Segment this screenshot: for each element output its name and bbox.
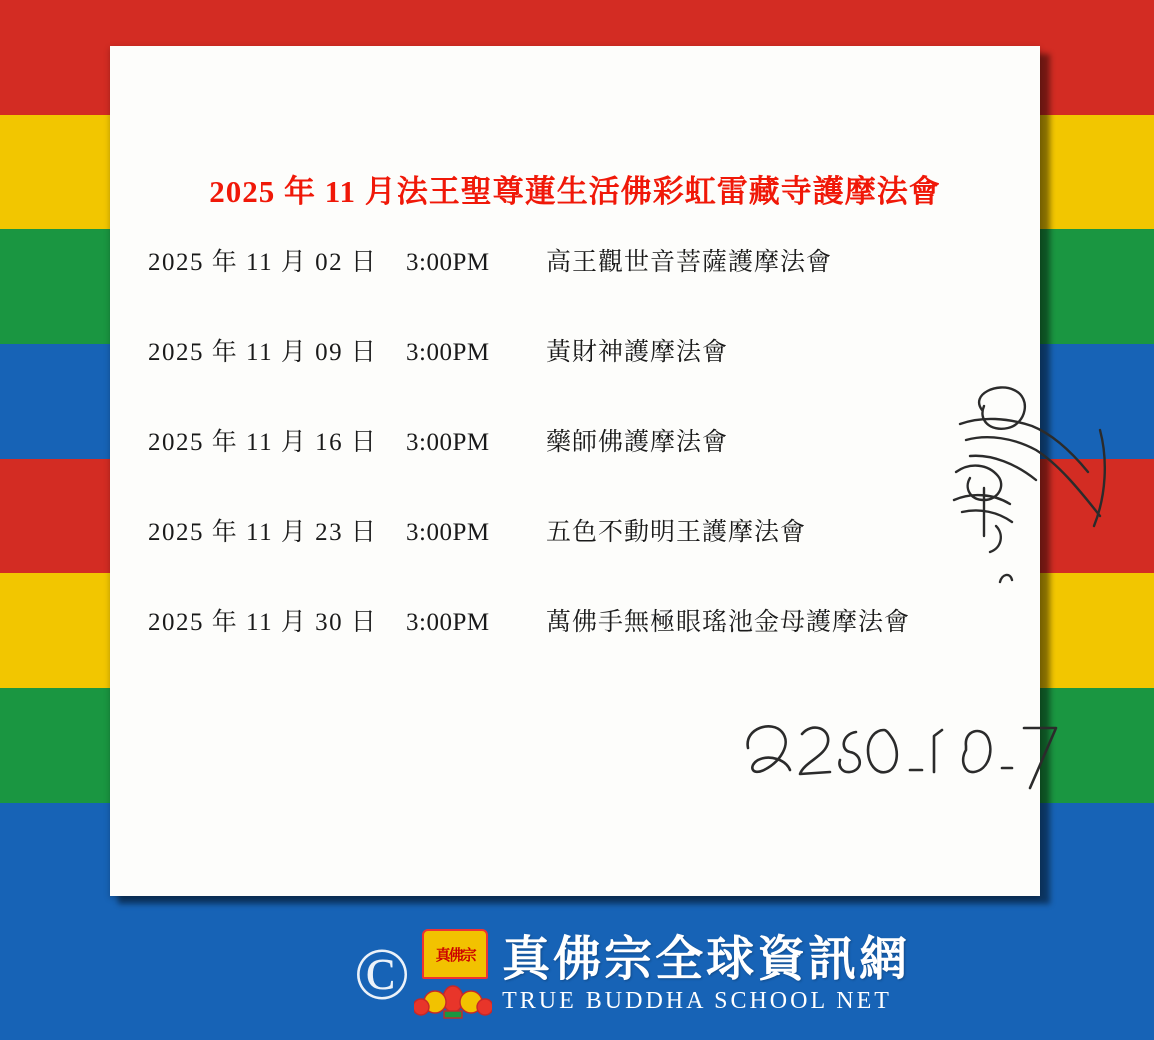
- true-buddha-emblem-icon: [414, 929, 492, 1021]
- event-time: 3:00PM: [406, 249, 490, 276]
- lotus-icon: [414, 969, 492, 1019]
- handwritten-date-icon: [738, 714, 1058, 794]
- schedule-list: [140, 242, 1020, 692]
- schedule-paper: [110, 46, 1040, 896]
- table-row: [140, 512, 1020, 602]
- event-date: 2025 年 11 月 09 日: [148, 339, 378, 366]
- table-row: [140, 332, 1020, 422]
- event-date: 2025 年 11 月 30 日: [148, 609, 378, 636]
- event-time: 3:00PM: [406, 339, 490, 366]
- event-name: 高王觀世音菩薩護摩法會: [546, 249, 833, 276]
- table-row: [140, 242, 1020, 332]
- event-time: 3:00PM: [406, 429, 490, 456]
- event-name: 五色不動明王護摩法會: [546, 519, 807, 546]
- brand-name-cn: 真佛宗全球資訊網: [502, 933, 911, 987]
- event-name: 萬佛手無極眼瑤池金母護摩法會: [546, 609, 911, 636]
- event-name: 黃財神護摩法會: [546, 339, 729, 366]
- event-date: 2025 年 11 月 02 日: [148, 249, 378, 276]
- event-date: 2025 年 11 月 16 日: [148, 429, 378, 456]
- brand-name-en: TRUE BUDDHA SCHOOL NET: [502, 987, 892, 1014]
- page-title: 2025 年 11 月法王聖尊蓮生活佛彩虹雷藏寺護摩法會: [209, 174, 941, 209]
- emblem-crown: 真佛宗: [422, 929, 488, 979]
- table-row: [140, 602, 1020, 692]
- event-time: 3:00PM: [406, 519, 490, 546]
- footer-branding: [0, 910, 1154, 1040]
- copyright-icon: ©: [353, 934, 411, 1016]
- table-row: [140, 422, 1020, 512]
- brand-text: [502, 935, 910, 1014]
- event-name: 藥師佛護摩法會: [546, 429, 729, 456]
- event-time: 3:00PM: [406, 609, 490, 636]
- event-date: 2025 年 11 月 23 日: [148, 519, 378, 546]
